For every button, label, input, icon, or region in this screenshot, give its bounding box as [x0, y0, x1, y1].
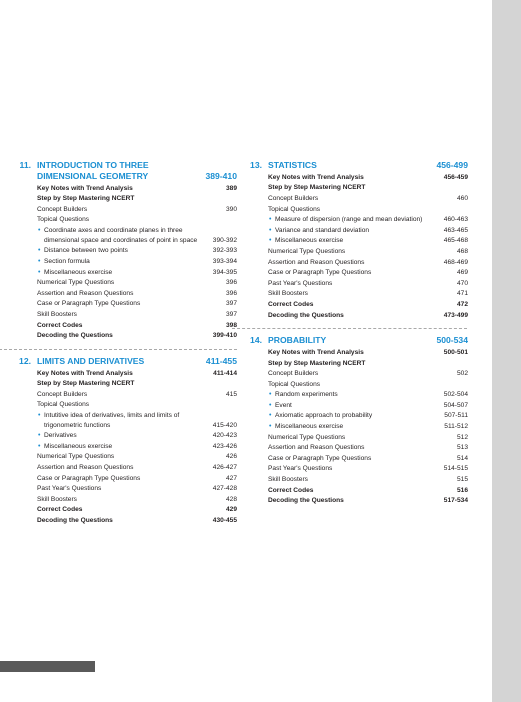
toc-entry — [37, 505, 237, 516]
toc-entry-page: 515 — [456, 476, 468, 484]
toc-entry-title: • Variance and standard deviation — [268, 226, 440, 237]
toc-entry-page: 472 — [456, 300, 468, 308]
chapter-11 — [19, 160, 237, 342]
toc-entry-page: 430-455 — [212, 517, 237, 525]
toc-entry-page: 426 — [225, 453, 237, 461]
toc-entry — [268, 236, 468, 247]
toc-entry-title: Skill Boosters — [37, 495, 77, 503]
toc-entry — [268, 247, 468, 258]
toc-entry-title: Topical Questions — [268, 205, 321, 213]
toc-entry — [37, 369, 237, 380]
toc-entry-title: Key Notes with Trend Analysis — [268, 173, 364, 181]
toc-entry-title: Decoding the Questions — [268, 497, 344, 505]
toc-entry-page: 468-469 — [443, 258, 468, 266]
toc-entry-title: Assertion and Reason Questions — [37, 464, 134, 472]
toc-entry — [37, 495, 237, 506]
contents-column-right — [250, 160, 468, 507]
toc-entry-title: Decoding the Questions — [37, 332, 113, 340]
toc-entry — [268, 226, 468, 237]
toc-entry-page: 511-512 — [444, 423, 468, 431]
toc-entry-title: Decoding the Questions — [37, 517, 113, 525]
toc-entry-title: Case or Paragraph Type Questions — [37, 300, 141, 308]
toc-entry-title: Correct Codes — [268, 486, 314, 494]
toc-entry-page: 428 — [225, 495, 237, 503]
chapter-page-range: 500-534 — [436, 335, 468, 346]
toc-entry-page: 389 — [225, 184, 237, 192]
toc-entry-page: 517-534 — [443, 497, 468, 505]
toc-entry-page: 427 — [225, 474, 237, 482]
toc-entry-title: Numerical Type Questions — [37, 453, 115, 461]
toc-entry — [268, 311, 468, 322]
toc-entry-title: Correct Codes — [37, 321, 83, 329]
toc-entry-page: 411-414 — [213, 369, 237, 377]
toc-entry — [268, 401, 468, 412]
toc-entry — [37, 246, 237, 257]
chapter-title: INTRODUCTION TO THREE DIMENSIONAL GEOMETRY — [37, 160, 149, 181]
toc-entry-title: • Random experiments — [268, 390, 440, 401]
chapter-entries — [268, 173, 468, 321]
toc-entry-title: Correct Codes — [268, 300, 314, 308]
toc-entry-title: Case or Paragraph Type Questions — [37, 474, 141, 482]
toc-entry-title: Numerical Type Questions — [268, 247, 346, 255]
toc-entry-title: Topical Questions — [268, 380, 321, 388]
toc-entry — [268, 289, 468, 300]
chapter-title: STATISTICS — [268, 160, 317, 170]
toc-entry-page: 427-428 — [212, 485, 237, 493]
toc-entry — [268, 258, 468, 269]
toc-entry-page: 504-507 — [443, 401, 468, 409]
toc-entry — [268, 380, 468, 391]
chapter-entries — [37, 369, 237, 527]
chapter-page-range: 456-499 — [436, 160, 468, 170]
chapter-heading — [19, 160, 237, 182]
chapter-14 — [250, 335, 468, 507]
toc-entry — [37, 400, 237, 411]
toc-entry-title: Key Notes with Trend Analysis — [37, 184, 133, 192]
toc-entry — [37, 205, 237, 216]
toc-entry-title: • Event — [268, 401, 440, 412]
chapter-page-range: 389-410 — [205, 170, 237, 181]
toc-entry-page: 396 — [225, 289, 237, 297]
toc-entry-title: Assertion and Reason Questions — [268, 258, 365, 266]
toc-entry-page: 514-515 — [443, 465, 468, 473]
toc-entry-title: • Miscellaneous exercise — [37, 442, 209, 453]
toc-entry-page: 470 — [456, 279, 468, 287]
toc-entry-page: 460-463 — [443, 216, 468, 224]
toc-entry-page: 390 — [225, 205, 237, 213]
toc-entry-title: Concept Builders — [37, 390, 88, 398]
toc-entry-page: 423-426 — [212, 442, 237, 450]
toc-entry-page: 502-504 — [443, 391, 468, 399]
toc-entry-title: Numerical Type Questions — [268, 433, 346, 441]
toc-entry-page: 512 — [456, 433, 468, 441]
chapter-number: 11. — [19, 160, 31, 170]
toc-entry-title: Past Year's Questions — [268, 465, 333, 473]
toc-entry-title: Numerical Type Questions — [37, 279, 115, 287]
toc-entry-page: 463-465 — [443, 226, 468, 234]
toc-entry-page: 397 — [225, 310, 237, 318]
toc-entry — [37, 257, 237, 268]
toc-entry — [37, 442, 237, 453]
toc-entry-title: Topical Questions — [37, 216, 90, 224]
toc-entry-title: • Intutitive idea of derivatives, limits and limits of trigonometric functions — [37, 411, 209, 431]
toc-entry — [37, 289, 237, 300]
toc-entry-page: 513 — [456, 444, 468, 452]
toc-entry — [37, 463, 237, 474]
toc-entry-title: Step by Step Mastering NCERT — [37, 195, 135, 203]
toc-entry-title: Case or Paragraph Type Questions — [268, 269, 372, 277]
toc-entry — [268, 194, 468, 205]
toc-entry-title: Concept Builders — [37, 205, 88, 213]
toc-entry — [37, 431, 237, 442]
chapter-page-range: 411-455 — [205, 355, 237, 366]
toc-entry-title: Step by Step Mastering NCERT — [37, 380, 135, 388]
toc-entry — [268, 454, 468, 465]
toc-entry-page: 415 — [225, 390, 237, 398]
toc-entry — [37, 516, 237, 527]
toc-entry — [37, 452, 237, 463]
toc-entry-page: 396 — [225, 279, 237, 287]
toc-entry — [37, 484, 237, 495]
toc-entry-title: Skill Boosters — [37, 310, 77, 318]
toc-entry-title: Concept Builders — [268, 370, 319, 378]
toc-entry-title: • Coordinate axes and coordinate planes in three dimensional space and coordinates of point in space — [37, 226, 209, 246]
toc-entry — [268, 433, 468, 444]
toc-entry-page: 429 — [225, 506, 237, 514]
chapter-13 — [250, 160, 468, 321]
chapter-heading — [250, 335, 468, 346]
toc-entry — [268, 496, 468, 507]
toc-entry — [37, 331, 237, 342]
toc-entry-page: 471 — [456, 290, 468, 298]
toc-entry — [268, 369, 468, 380]
toc-entry — [37, 310, 237, 321]
toc-entry-page: 468 — [456, 247, 468, 255]
chapter-title: PROBABILITY — [268, 335, 327, 346]
toc-entry-page: 514 — [456, 454, 468, 462]
toc-entry-title: Key Notes with Trend Analysis — [37, 369, 133, 377]
toc-entry — [268, 486, 468, 497]
toc-entry — [37, 299, 237, 310]
toc-entry — [37, 226, 237, 246]
toc-entry — [268, 422, 468, 433]
toc-entry — [268, 475, 468, 486]
chapter-entries — [268, 348, 468, 507]
toc-entry — [268, 300, 468, 311]
toc-entry-page: 469 — [456, 269, 468, 277]
toc-entry — [37, 390, 237, 401]
page-edge-strip — [492, 0, 521, 702]
toc-entry — [268, 411, 468, 422]
toc-entry-title: Concept Builders — [268, 194, 319, 202]
toc-entry-title: Correct Codes — [37, 506, 83, 514]
toc-entry — [268, 268, 468, 279]
toc-entry-page: 394-395 — [212, 268, 237, 276]
toc-entry-title: • Axiomatic approach to probability — [268, 411, 440, 422]
toc-entry-page: 397 — [225, 300, 237, 308]
toc-entry-title: Assertion and Reason Questions — [37, 289, 134, 297]
toc-entry-title: Skill Boosters — [268, 290, 308, 298]
toc-entry — [37, 215, 237, 226]
toc-entry-page: 390-392 — [212, 236, 237, 244]
toc-entry-page: 392-393 — [212, 247, 237, 255]
toc-entry — [37, 268, 237, 279]
chapter-heading — [250, 160, 468, 171]
toc-entry — [37, 194, 237, 205]
toc-entry-title: • Section formula — [37, 257, 209, 268]
toc-entry-page: 398 — [225, 321, 237, 329]
chapter-number: 13. — [250, 160, 262, 170]
contents-column-left — [19, 160, 237, 527]
toc-entry — [268, 183, 468, 194]
toc-entry — [268, 359, 468, 370]
toc-entry-title: • Measure of dispersion (range and mean deviation) — [268, 215, 440, 225]
toc-entry-title: • Miscellaneous exercise — [37, 268, 209, 279]
toc-entry-title: Past Year's Questions — [37, 485, 102, 493]
toc-entry-title: • Distance between two points — [37, 246, 209, 257]
toc-entry — [37, 321, 237, 332]
chapter-divider — [0, 349, 237, 350]
toc-entry-title: Assertion and Reason Questions — [268, 444, 365, 452]
toc-entry — [268, 390, 468, 401]
toc-entry — [268, 464, 468, 475]
toc-entry-title: Decoding the Questions — [268, 311, 344, 319]
toc-entry-page: 507-511 — [444, 412, 468, 420]
toc-entry-title: Case or Paragraph Type Questions — [268, 454, 372, 462]
toc-entry-page: 456-459 — [443, 173, 468, 181]
toc-entry-title: Skill Boosters — [268, 476, 308, 484]
toc-entry-title: • Derivatives — [37, 431, 209, 442]
chapter-title: LIMITS AND DERIVATIVES — [37, 355, 145, 366]
chapter-divider — [232, 328, 467, 329]
chapter-12 — [19, 355, 237, 527]
toc-entry — [37, 184, 237, 195]
toc-entry-page: 399-410 — [212, 332, 237, 340]
toc-entry-page: 502 — [456, 370, 468, 378]
toc-entry-page: 393-394 — [212, 257, 237, 265]
toc-entry — [268, 443, 468, 454]
toc-entry-page: 420-423 — [212, 432, 237, 440]
toc-entry — [268, 205, 468, 216]
toc-entry — [37, 278, 237, 289]
toc-entry-title: • Miscellaneous exercise — [268, 236, 440, 247]
chapter-entries — [37, 184, 237, 342]
toc-entry-title: Step by Step Mastering NCERT — [268, 359, 366, 367]
toc-entry-page: 473-499 — [443, 311, 468, 319]
chapter-number: 14. — [250, 335, 262, 346]
toc-entry-page: 426-427 — [212, 464, 237, 472]
toc-entry-page: 415-420 — [212, 421, 237, 429]
toc-entry-title: Topical Questions — [37, 401, 90, 409]
toc-entry — [268, 279, 468, 290]
toc-entry-page: 516 — [456, 486, 468, 494]
toc-entry — [37, 411, 237, 431]
toc-entry — [37, 379, 237, 390]
chapter-number: 12. — [19, 355, 31, 366]
toc-entry-title: Past Year's Questions — [268, 279, 333, 287]
toc-entry — [268, 173, 468, 184]
footer-bar — [0, 661, 95, 672]
toc-entry-page: 465-468 — [443, 237, 468, 245]
toc-entry — [268, 215, 468, 226]
toc-entry-title: • Miscellaneous exercise — [268, 422, 440, 433]
toc-entry-page: 500-501 — [443, 348, 468, 356]
chapter-heading — [19, 355, 237, 367]
toc-entry-page: 460 — [456, 194, 468, 202]
toc-entry-title: Key Notes with Trend Analysis — [268, 348, 364, 356]
toc-entry — [37, 474, 237, 485]
toc-entry — [268, 348, 468, 359]
toc-entry-title: Step by Step Mastering NCERT — [268, 184, 366, 192]
